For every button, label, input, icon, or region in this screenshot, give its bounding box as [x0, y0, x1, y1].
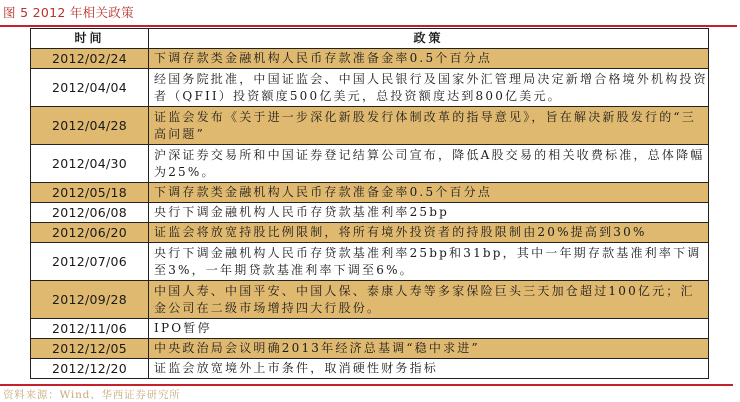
row-date: 2012/11/06: [31, 319, 149, 339]
row-policy: 中央政治局会议明确2013年经济总基调“稳中求进”: [149, 339, 709, 359]
table-row: [31, 243, 709, 281]
table-row: [31, 107, 709, 145]
bottom-rule-divider: [0, 384, 733, 386]
row-policy: IPO暂停: [149, 319, 709, 339]
row-date: 2012/04/04: [31, 69, 149, 107]
table-row: [31, 339, 709, 359]
row-date: 2012/04/28: [31, 107, 149, 145]
row-date: 2012/02/24: [31, 49, 149, 69]
table-row: [31, 145, 709, 183]
row-date: 2012/06/20: [31, 223, 149, 243]
figure-title: 图 5 2012 年相关政策: [3, 5, 134, 20]
row-policy: 央行下调金融机构人民币存贷款基准利率25bp和31bp，其中一年期存款基准利率下调至3%，一年期贷款基准利率下调至6%。: [149, 243, 709, 281]
row-policy: 下调存款类金融机构人民币存款准备金率0.5个百分点: [149, 49, 709, 69]
table-row: [31, 49, 709, 69]
table-row: [31, 69, 709, 107]
row-date: 2012/12/20: [31, 359, 149, 379]
row-policy: 下调存款类金融机构人民币存款准备金率0.5个百分点: [149, 183, 709, 203]
table-row: [31, 281, 709, 319]
column-header-policy: 政策: [149, 29, 709, 49]
row-date: 2012/04/30: [31, 145, 149, 183]
row-policy: 证监会放宽境外上市条件，取消硬性财务指标: [149, 359, 709, 379]
row-date: 2012/09/28: [31, 281, 149, 319]
row-policy: 沪深证券交易所和中国证券登记结算公司宣布，降低A股交易的相关收费标准，总体降幅为25%。: [149, 145, 709, 183]
top-rule-divider: [0, 25, 737, 27]
row-policy: 经国务院批准，中国证监会、中国人民银行及国家外汇管理局决定新增合格境外机构投资者（QFII）投资额度500亿美元，总投资额度达到800亿美元。: [149, 69, 709, 107]
row-policy: 证监会发布《关于进一步深化新股发行体制改革的指导意见》，旨在解决新股发行的“三高问题”: [149, 107, 709, 145]
table-row: [31, 183, 709, 203]
row-date: 2012/12/05: [31, 339, 149, 359]
row-policy: 央行下调金融机构人民币存贷款基准利率25bp: [149, 203, 709, 223]
row-policy: 中国人寿、中国平安、中国人保、泰康人寿等多家保险巨头三天加仓超过100亿元；汇金公司在二级市场增持四大行股份。: [149, 281, 709, 319]
row-date: 2012/05/18: [31, 183, 149, 203]
row-date: 2012/07/06: [31, 243, 149, 281]
row-date: 2012/06/08: [31, 203, 149, 223]
table-row: [31, 359, 709, 379]
table-row: [31, 203, 709, 223]
source-note: 资料来源：Wind、华西证券研究所: [3, 389, 181, 401]
policy-table: [30, 28, 709, 379]
table-header-row: [31, 29, 709, 49]
table-row: [31, 223, 709, 243]
row-policy: 证监会将放宽持股比例限制，将所有境外投资者的持股限制由20%提高到30%: [149, 223, 709, 243]
column-header-date: 时间: [31, 29, 149, 49]
table-row: [31, 319, 709, 339]
